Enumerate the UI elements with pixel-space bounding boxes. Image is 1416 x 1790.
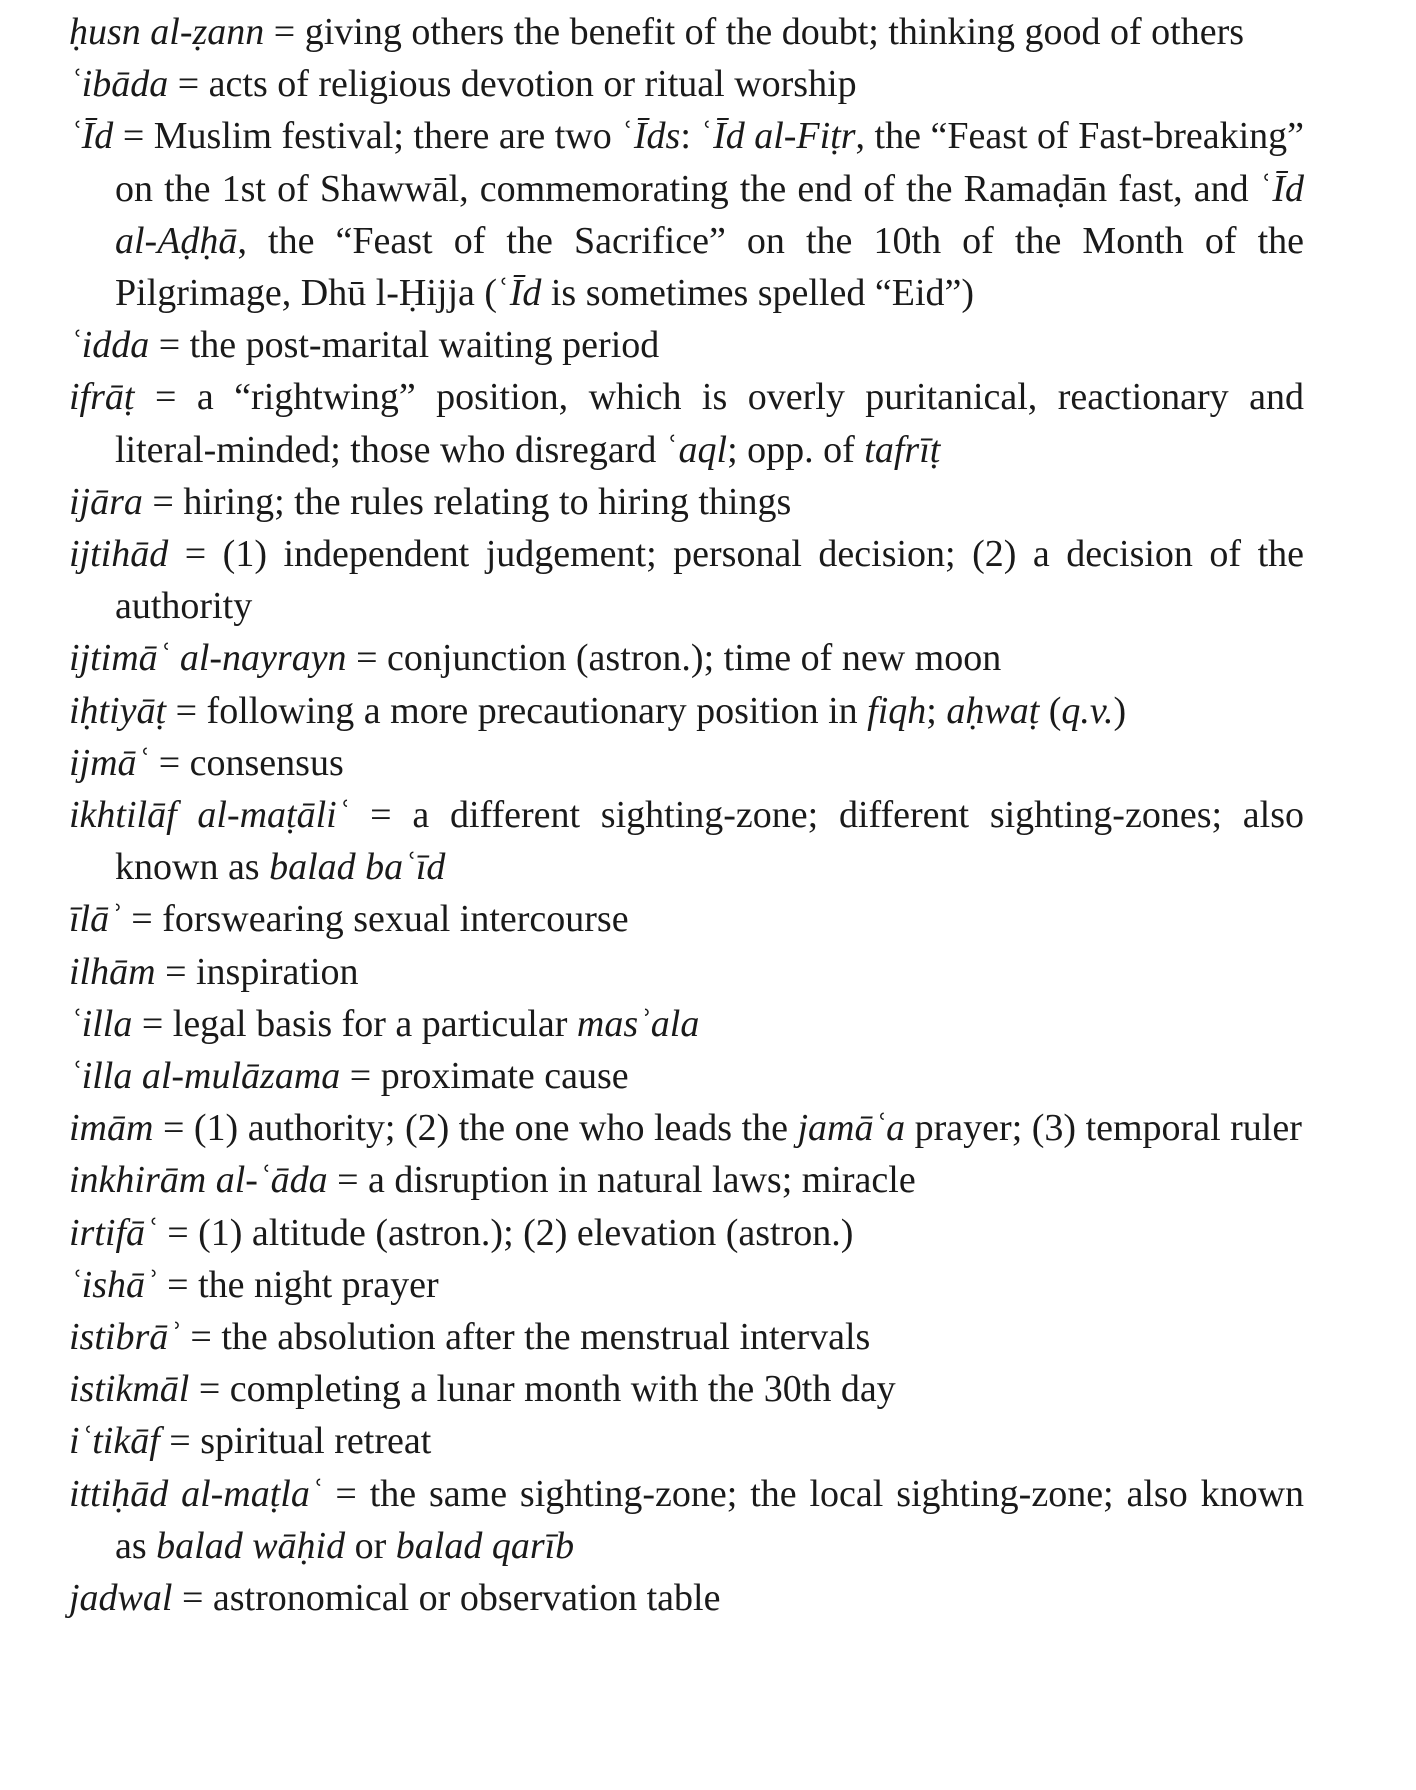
glossary-term: jadwal bbox=[69, 1577, 173, 1620]
italic-term: balad wāḥid bbox=[156, 1524, 346, 1567]
definition-text: = inspiration bbox=[155, 950, 359, 993]
definition-text: = (1) independent judgement; personal decision; (2) a decision of the authority bbox=[115, 533, 1304, 628]
definition-text: ; opp. of bbox=[727, 428, 865, 471]
definition-text: = the post-marital waiting period bbox=[149, 324, 660, 367]
glossary-entry bbox=[69, 319, 1304, 371]
definition-text: = forswearing sexual intercourse bbox=[121, 898, 629, 941]
glossary-entry bbox=[69, 685, 1304, 737]
glossary-term: ilhām bbox=[69, 950, 156, 993]
glossary-term: istibrāʾ bbox=[69, 1316, 181, 1359]
definition-text: = Muslim festival; there are two ʿ bbox=[113, 115, 634, 158]
definition-text: or bbox=[345, 1524, 396, 1567]
glossary-entry bbox=[69, 110, 1304, 319]
glossary-entry bbox=[69, 1259, 1304, 1311]
glossary-list bbox=[69, 6, 1304, 1624]
glossary-entry bbox=[69, 1207, 1304, 1259]
glossary-entry bbox=[69, 1468, 1304, 1572]
italic-term: Īd bbox=[509, 272, 542, 315]
definition-text: = legal basis for a particular bbox=[132, 1002, 577, 1045]
glossary-entry bbox=[69, 371, 1304, 475]
glossary-entry bbox=[69, 1050, 1304, 1102]
italic-term: Īd al-Aḍḥā bbox=[115, 167, 1304, 262]
glossary-entry bbox=[69, 1415, 1304, 1467]
glossary-entry bbox=[69, 528, 1304, 632]
glossary-entry bbox=[69, 946, 1304, 998]
definition-text: = proximate cause bbox=[340, 1055, 629, 1098]
definition-text: ; bbox=[926, 689, 947, 732]
glossary-term: ifrāṭ bbox=[69, 376, 135, 419]
italic-term: masʾala bbox=[576, 1002, 700, 1045]
glossary-entry bbox=[69, 632, 1304, 684]
definition-text: : ʿ bbox=[680, 115, 714, 158]
glossary-term: ḥusn al-ẓann bbox=[69, 11, 265, 53]
italic-term: fiqh bbox=[867, 689, 927, 732]
italic-term: aḥwaṭ bbox=[946, 689, 1040, 732]
definition-text: = the night prayer bbox=[157, 1263, 439, 1306]
definition-text: = a different sighting-zone; different sighting-zones; also known as bbox=[115, 794, 1304, 889]
glossary-entry bbox=[69, 6, 1304, 58]
glossary-term: ʿilla bbox=[69, 1002, 133, 1045]
glossary-term: ijmāʿ bbox=[69, 741, 150, 784]
definition-text: = hiring; the rules relating to hiring things bbox=[142, 480, 792, 523]
definition-text: , the “Feast of the Sacrifice” on the 10th of the Month of the Pilgrimage, Dhū l-Ḥijja (ʿ bbox=[115, 219, 1304, 315]
definition-text: = a “rightwing” position, which is overly puritanical, reactionary and literal-minded; those who disregard ʿ bbox=[115, 376, 1304, 471]
definition-text: = (1) authority; (2) the one who leads the bbox=[153, 1107, 798, 1150]
glossary-term: iḥtiyāṭ bbox=[69, 689, 167, 732]
definition-text: = following a more precautionary position in bbox=[166, 689, 868, 732]
italic-term: balad baʿīd bbox=[269, 846, 446, 889]
glossary-term: ijāra bbox=[69, 480, 143, 523]
definition-text: ) bbox=[1113, 689, 1127, 732]
italic-term: tafrīṭ bbox=[864, 428, 941, 471]
glossary-term: ʿishāʾ bbox=[69, 1263, 158, 1306]
italic-term: Īd al-Fiṭr bbox=[713, 115, 856, 158]
glossary-term: iʿtikāf bbox=[69, 1420, 160, 1463]
definition-text: = acts of religious devotion or ritual worship bbox=[168, 63, 857, 106]
glossary-term: ittiḥād al-maṭlaʿ bbox=[69, 1472, 323, 1515]
definition-text: = the same sighting-zone; the local sighting-zone; also known as bbox=[115, 1472, 1305, 1567]
glossary-term: ʿilla al-mulāzama bbox=[69, 1055, 341, 1098]
glossary-entry bbox=[69, 998, 1304, 1050]
definition-text: = completing a lunar month with the 30th day bbox=[189, 1368, 896, 1411]
glossary-entry bbox=[69, 789, 1304, 893]
glossary-term: istikmāl bbox=[69, 1368, 190, 1411]
italic-term: aql bbox=[678, 428, 728, 471]
definition-text: = astronomical or observation table bbox=[172, 1577, 721, 1620]
glossary-term: ʿidda bbox=[69, 324, 150, 367]
glossary-entry bbox=[69, 1311, 1304, 1363]
glossary-entry bbox=[69, 737, 1304, 789]
glossary-term: ijtimāʿ al-nayrayn bbox=[69, 637, 347, 680]
definition-text: is sometimes spelled “Eid”) bbox=[541, 272, 975, 315]
definition-text: prayer; (3) temporal ruler bbox=[905, 1107, 1302, 1150]
glossary-term: ikhtilāf al-maṭāliʿ bbox=[69, 794, 350, 837]
definition-text: = a disruption in natural laws; miracle bbox=[327, 1159, 916, 1202]
definition-text: = giving others the benefit of the doubt; thinking good of others bbox=[264, 11, 1245, 53]
glossary-term: inkhirām al-ʿāda bbox=[69, 1159, 328, 1202]
glossary-term: īlāʾ bbox=[69, 898, 122, 941]
glossary-entry bbox=[69, 1102, 1304, 1154]
glossary-term: ʿibāda bbox=[69, 63, 169, 106]
definition-text: = conjunction (astron.); time of new moon bbox=[346, 637, 1002, 680]
definition-text: = (1) altitude (astron.); (2) elevation (astron.) bbox=[157, 1211, 854, 1254]
glossary-entry bbox=[69, 476, 1304, 528]
glossary-term: imām bbox=[69, 1107, 154, 1150]
italic-term: jamāʿa bbox=[797, 1107, 906, 1150]
glossary-entry bbox=[69, 1572, 1304, 1624]
glossary-entry bbox=[69, 893, 1304, 945]
glossary-entry bbox=[69, 1363, 1304, 1415]
definition-text: = consensus bbox=[149, 741, 344, 784]
definition-text: = the absolution after the menstrual intervals bbox=[180, 1316, 871, 1359]
definition-text: ( bbox=[1039, 689, 1062, 732]
glossary-page bbox=[69, 6, 1304, 1624]
glossary-term: ijtihād bbox=[69, 533, 169, 576]
definition-text: = spiritual retreat bbox=[159, 1420, 432, 1463]
italic-term: balad qarīb bbox=[395, 1524, 575, 1567]
glossary-entry bbox=[69, 58, 1304, 110]
glossary-term: irtifāʿ bbox=[69, 1211, 158, 1254]
glossary-term: ʿĪd bbox=[69, 115, 114, 158]
glossary-entry bbox=[69, 1154, 1304, 1206]
italic-term: q.v. bbox=[1061, 689, 1114, 732]
italic-term: Īds bbox=[633, 115, 681, 158]
definition-text: , the “Feast of Fast-breaking” on the 1st of Shawwāl, commemorating the end of the Ramaḍān fast, and ʿ bbox=[115, 115, 1305, 210]
